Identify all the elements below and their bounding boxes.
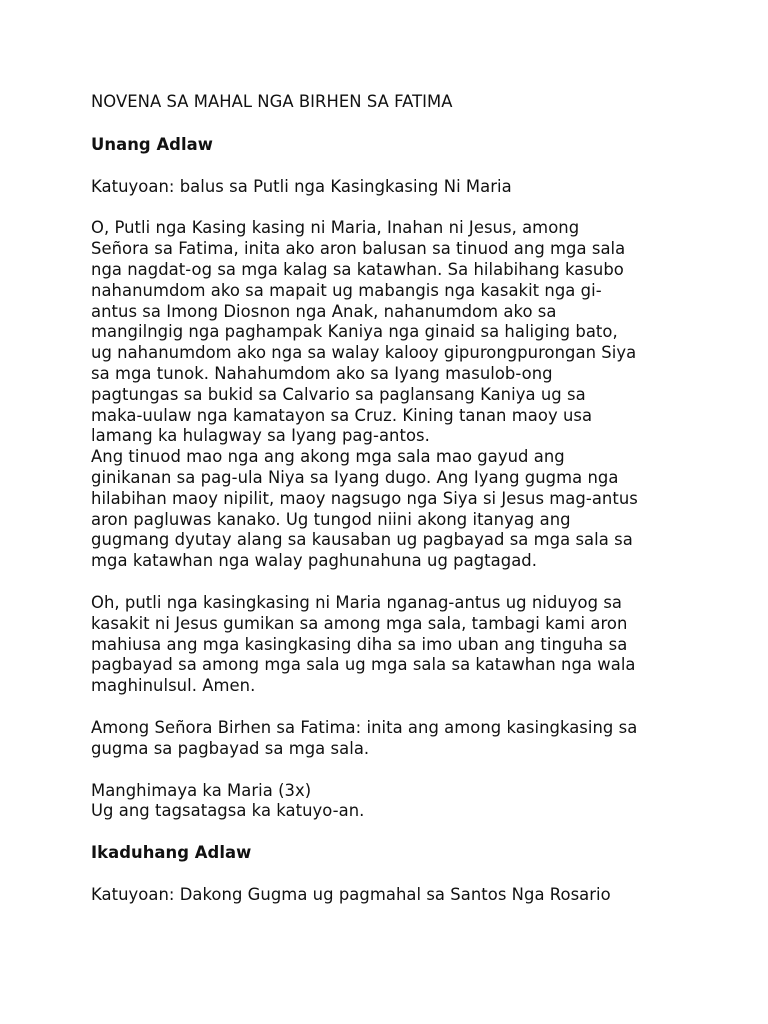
prayer-line: sa mga tunok. Nahahumdom ako sa Iyang masulob-ong	[91, 363, 553, 383]
prayer-line: ginikanan sa pag-ula Niya sa Iyang dugo. Ang Iyang gugma nga	[91, 467, 619, 487]
prayer-line: antus sa Imong Diosnon nga Anak, nahanumdom ako sa	[91, 301, 557, 321]
closing-line: kasakit ni Jesus gumikan sa among mga sala, tambagi kami aron	[91, 613, 628, 633]
prayer-line: nga nagdat-og sa mga kalag sa katawhan. Sa hilabihang kasubo	[91, 259, 624, 279]
prayer-line: mangilngig nga paghampak Kaniya nga ginaid sa haliging bato,	[91, 322, 618, 342]
prayer-line: Ang tinuod mao nga ang akong mga sala mao gayud ang	[91, 447, 565, 467]
day2-heading: Ikaduhang Adlaw	[91, 843, 252, 863]
invocation-line: gugma sa pagbayad sa mga sala.	[91, 738, 370, 758]
instruction-line: Ug ang tagsatagsa ka katuyo-an.	[91, 801, 365, 821]
document-page	[91, 92, 691, 906]
prayer-line: pagtungas sa bukid sa Calvario sa paglansang Kaniya ug sa	[91, 384, 586, 404]
prayer-line: ug nahanumdom ako nga sa walay kalooy gipurongpurongan Siya	[91, 343, 637, 363]
closing-line: Oh, putli nga kasingkasing ni Maria nganag-antus ug niduyog sa	[91, 592, 623, 612]
prayer-line: Señora sa Fatima, inita ako aron balusan sa tinuod ang mga sala	[91, 239, 626, 259]
prayer-line: mga katawhan nga walay paghunahuna ug pagtagad.	[91, 551, 538, 571]
prayer-line: hilabihan maoy nipilit, maoy nagsugo nga Siya si Jesus mag-antus	[91, 488, 638, 508]
day1-closing-prayer	[91, 593, 691, 697]
closing-line: maghinulsul. Amen.	[91, 676, 256, 696]
prayer-line: gugmang dyutay alang sa kausaban ug pagbayad sa mga sala sa	[91, 530, 633, 550]
closing-line: pagbayad sa among mga sala ug mga sala sa katawhan nga wala	[91, 655, 636, 675]
instruction-line: Manghimaya ka Maria (3x)	[91, 780, 312, 800]
day1-heading: Unang Adlaw	[91, 134, 213, 154]
day2-intention: Katuyoan: Dakong Gugma ug pagmahal sa Santos Nga Rosario	[91, 884, 611, 904]
invocation-line: Among Señora Birhen sa Fatima: inita ang among kasingkasing sa	[91, 717, 638, 737]
prayer-line: aron pagluwas kanako. Ug tungod niini akong itanyag ang	[91, 509, 571, 529]
prayer-line: maka-uulaw nga kamatayon sa Cruz. Kining tanan maoy usa	[91, 405, 593, 425]
day1-invocation	[91, 718, 691, 760]
prayer-line: lamang ka hulagway sa Iyang pag-antos.	[91, 426, 430, 446]
prayer-line: nahanumdom ako sa mapait ug mabangis nga kasakit nga gi-	[91, 280, 602, 300]
day1-instructions	[91, 781, 691, 823]
closing-line: mahiusa ang mga kasingkasing diha sa imo uban ang tinguha sa	[91, 634, 628, 654]
day1-prayer	[91, 218, 691, 572]
day1-intention: Katuyoan: balus sa Putli nga Kasingkasing Ni Maria	[91, 176, 512, 196]
document-title: NOVENA SA MAHAL NGA BIRHEN SA FATIMA	[91, 92, 453, 111]
prayer-line: O, Putli nga Kasing kasing ni Maria, Inahan ni Jesus, among	[91, 218, 580, 238]
